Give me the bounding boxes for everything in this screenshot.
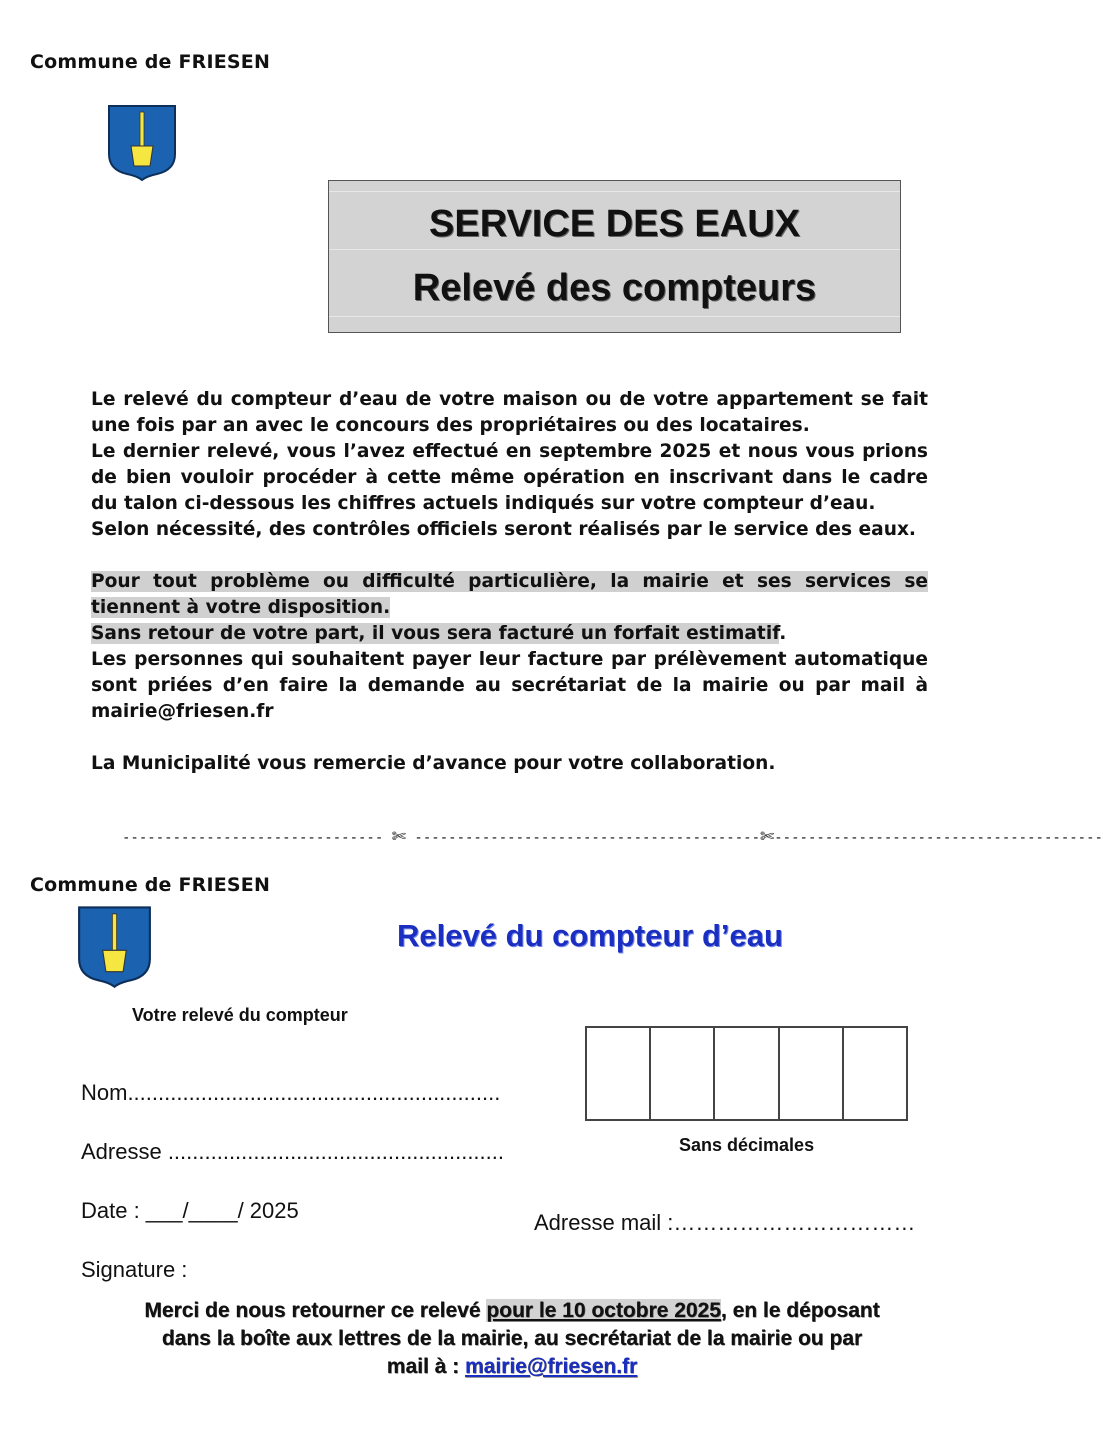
commune-name: Commune de FRIESEN bbox=[30, 51, 271, 73]
paragraph-contact: Pour tout problème ou difficulté particulière, la mairie et ses services se tiennent à votre disposition. bbox=[91, 571, 928, 618]
meter-caption: Sans décimales bbox=[679, 1135, 815, 1155]
date-field[interactable]: Date : ___/____/ 2025 bbox=[81, 1198, 299, 1223]
slip-commune-name: Commune de FRIESEN bbox=[30, 874, 271, 896]
return-instructions bbox=[40, 1297, 984, 1381]
paragraph-controls: Selon nécessité, des contrôles officiels seront réalisés par le service des eaux. bbox=[91, 519, 916, 540]
thanks-text: La Municipalité vous remercie d’avance pour votre collaboration. bbox=[91, 753, 776, 774]
paragraph-intro: Le relevé du compteur d’eau de votre maison ou de votre appartement se fait une fois par an avec le concours des propriétaires ou des locataires. bbox=[91, 389, 928, 436]
mairie-email-link[interactable]: mairie@friesen.fr bbox=[464, 1355, 638, 1378]
title-releve: Relevé des compteurs bbox=[412, 267, 817, 309]
footer-line2: dans la boîte aux lettres de la mairie, au secrétariat de la mairie ou par bbox=[161, 1327, 863, 1350]
slip-title: Relevé du compteur d’eau bbox=[397, 918, 783, 953]
direct-debit-end: sont priées d’en faire la demande au secrétariat de la mairie ou par mail à mairie@friesen.fr bbox=[91, 675, 928, 722]
direct-debit-bold: prélèvement automatique bbox=[653, 649, 928, 670]
meter-digit-cell[interactable] bbox=[844, 1028, 906, 1119]
direct-debit-start: Les personnes qui souhaitent payer leur facture par bbox=[91, 649, 654, 670]
body-text bbox=[91, 387, 928, 777]
slip-subtitle: Votre relevé du compteur bbox=[132, 1005, 348, 1025]
estimate-warning: Sans retour de votre part, il vous sera facturé un forfait estimatif bbox=[91, 623, 780, 644]
deadline-date: pour le 10 octobre 2025 bbox=[486, 1299, 721, 1322]
cut-line bbox=[122, 827, 1103, 847]
cut-dashes-3: --------------------------------------- bbox=[774, 830, 1103, 846]
footer-line1-end: , en le déposant bbox=[720, 1299, 880, 1322]
coat-of-arms-icon bbox=[77, 905, 152, 987]
signature-field[interactable]: Signature : bbox=[81, 1257, 188, 1282]
title-service: SERVICE DES EAUX bbox=[429, 203, 800, 245]
scissors-icon: ✄ bbox=[391, 827, 406, 847]
footer-line1-start: Merci de nous retourner ce relevé bbox=[144, 1299, 487, 1322]
address-field[interactable]: Adresse ....................................................... bbox=[81, 1139, 504, 1164]
meter-digit-cell[interactable] bbox=[715, 1028, 779, 1119]
coat-of-arms-icon bbox=[107, 104, 177, 180]
period: . bbox=[779, 623, 787, 644]
scissors-icon: ✄ bbox=[760, 827, 775, 847]
paragraph-last-reading: Le dernier relevé, vous l’avez effectué en septembre 2025 et nous vous prions de bien vouloir procéder à cette même opération en inscrivant dans le cadre du talon ci-dessous les chiffres actuels indiqués sur votre compteur d’eau. bbox=[91, 441, 928, 514]
name-field[interactable]: Nom............................................................. bbox=[81, 1080, 501, 1105]
meter-digit-cell[interactable] bbox=[587, 1028, 651, 1119]
meter-digit-cell[interactable] bbox=[780, 1028, 844, 1119]
meter-digit-cell[interactable] bbox=[651, 1028, 715, 1119]
title-box bbox=[328, 180, 901, 333]
email-field[interactable]: Adresse mail :…………………………… bbox=[534, 1210, 916, 1235]
footer-line3-start: mail à : bbox=[386, 1355, 465, 1378]
cut-dashes-1: ------------------------------- bbox=[122, 830, 384, 846]
cut-dashes-2: ----------------------------------------- bbox=[414, 830, 760, 846]
meter-reading-grid[interactable] bbox=[585, 1026, 908, 1121]
